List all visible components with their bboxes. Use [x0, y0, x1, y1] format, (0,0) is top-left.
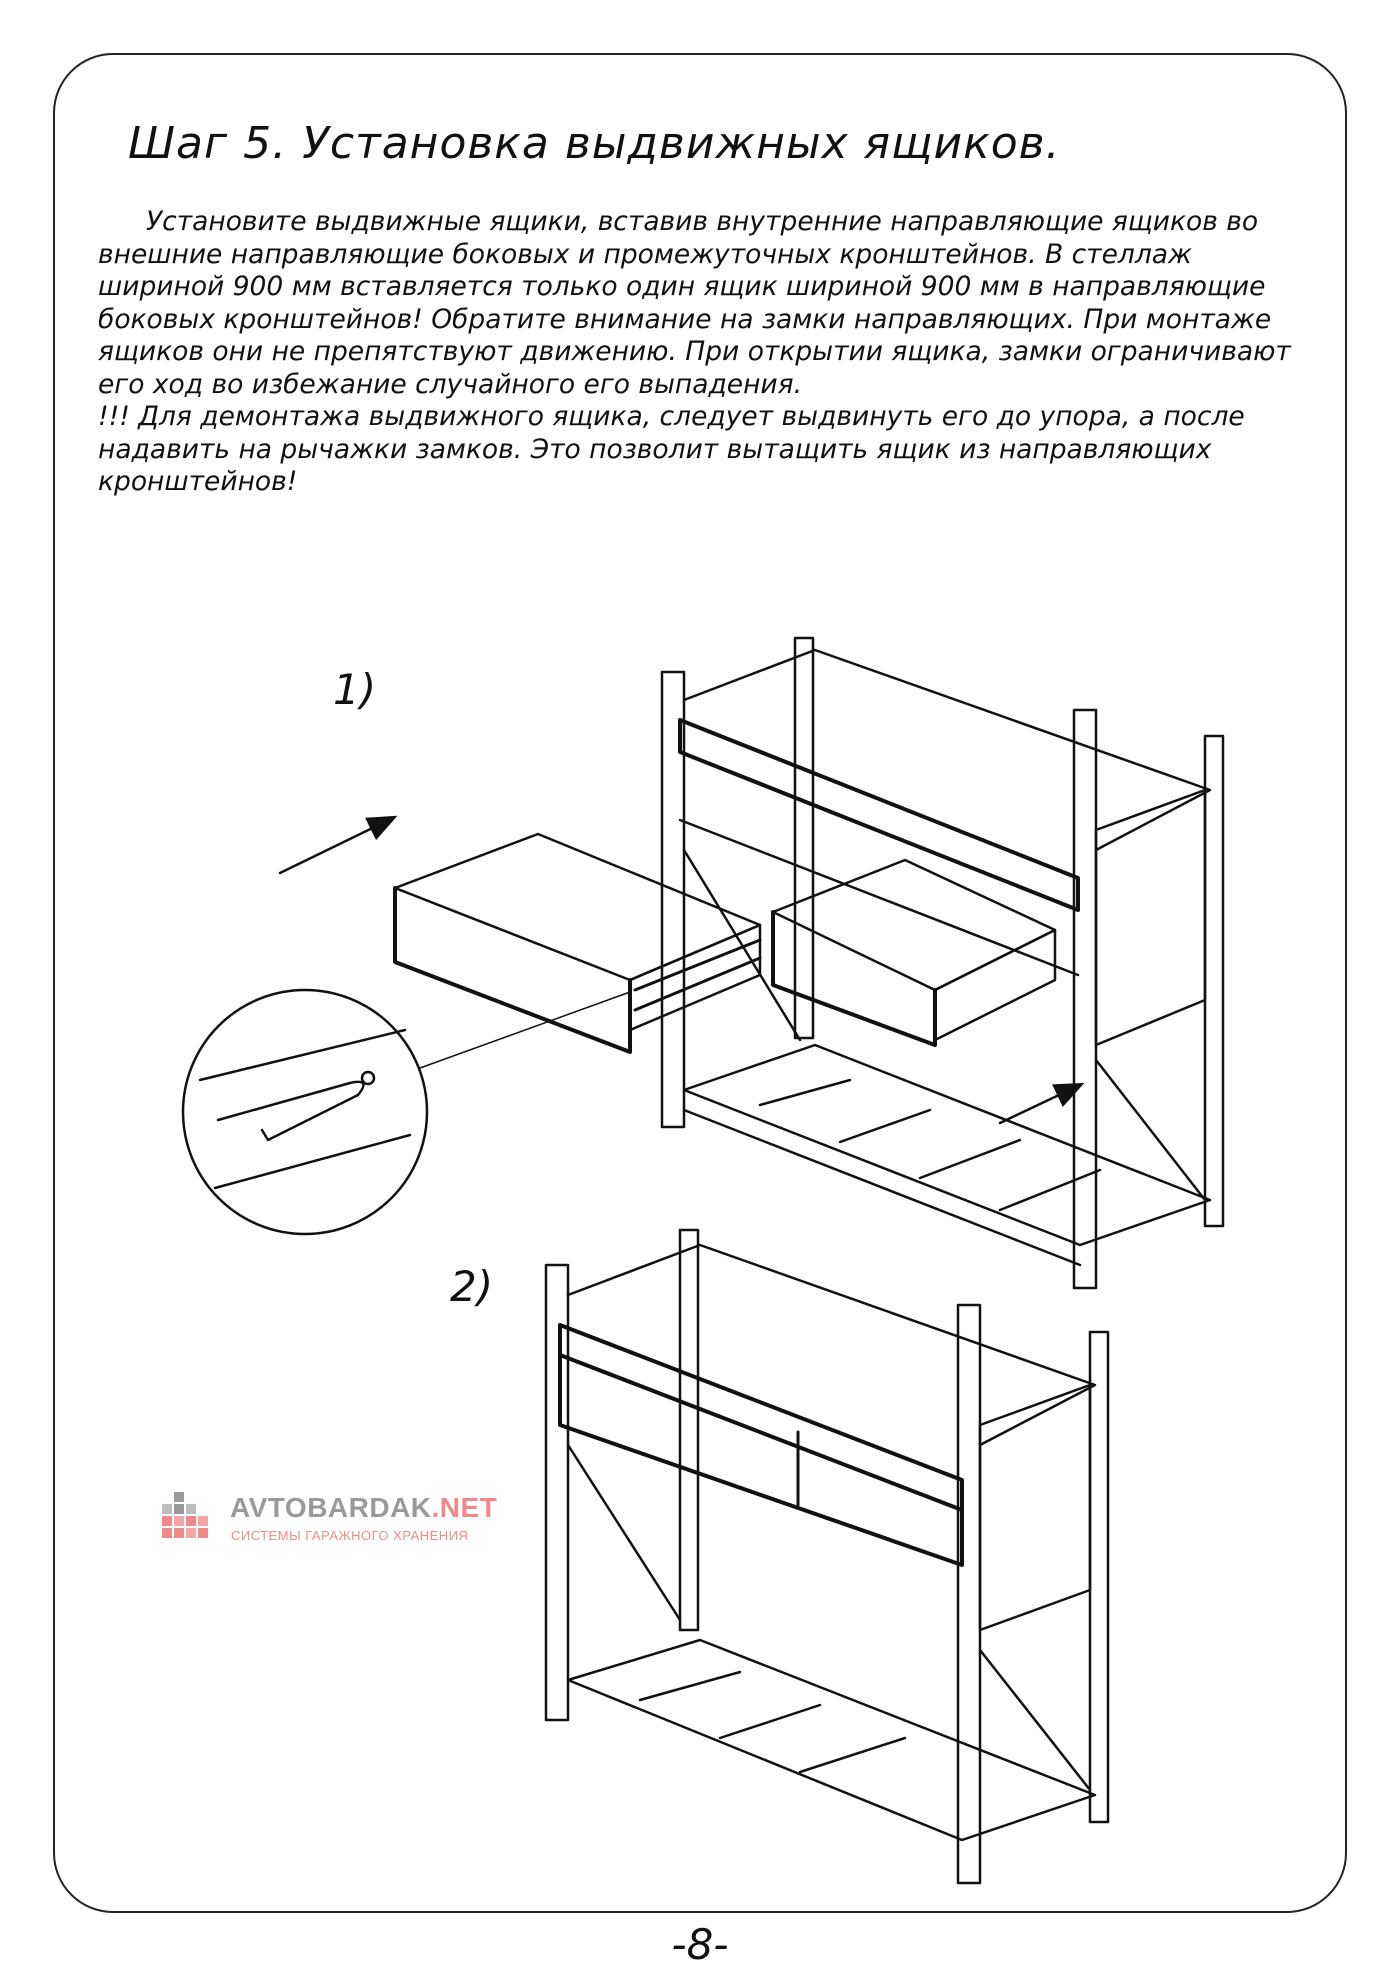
drawer-fronts: [560, 1355, 962, 1565]
rack-top-beam: [560, 1325, 962, 1510]
brand-logo: [160, 1490, 500, 1550]
rack-bottom-shelf: [568, 1640, 1095, 1840]
logo-name: [230, 1492, 497, 1524]
logo-pixel-icon: [160, 1490, 220, 1548]
rack-2: [546, 1230, 1108, 1883]
instructions-paragraph: Установите выдвижные ящики, вставив внутренние направляющие ящиков во внешние направляющие боковых и промежуточных кронштейнов. В стеллаж шириной 900 мм вставляется только один ящик шириной 900 мм в направляющие боковых кронштейнов! Обратите внимание на замки направляющих. При монтаже ящиков они не препятствуют движению. При открытии ящика, замки ограничивают его ход во избежание случайного его выпадения.: [98, 206, 1291, 400]
figure-2-label: 2): [450, 1262, 494, 1311]
rack-upright: [958, 1305, 980, 1883]
logo-name-prefix: AVTOBARDAK: [230, 1492, 432, 1523]
logo-tagline: СИСТЕМЫ ГАРАЖНОГО ХРАНЕНИЯ: [231, 1528, 469, 1543]
logo-name-suffix: .NET: [431, 1492, 498, 1523]
shelf-seams: [640, 1672, 905, 1772]
rack-top-frame: [568, 1245, 1095, 1445]
page-title: Шаг 5. Установка выдвижных ящиков.: [128, 118, 1061, 169]
rack-side-panel: [980, 1385, 1090, 1630]
rack-upright: [680, 1230, 698, 1630]
warning-paragraph: !!! Для демонтажа выдвижного ящика, следует выдвинуть его до упора, а после надавить на рычажки замков. Это позволит вытащить ящик из направляющих кронштейнов!: [98, 401, 1245, 497]
rack-upright: [546, 1265, 568, 1720]
rack-upright: [1090, 1332, 1108, 1822]
figure-1-label: 1): [333, 665, 377, 714]
page-number: -8-: [671, 1920, 729, 1969]
